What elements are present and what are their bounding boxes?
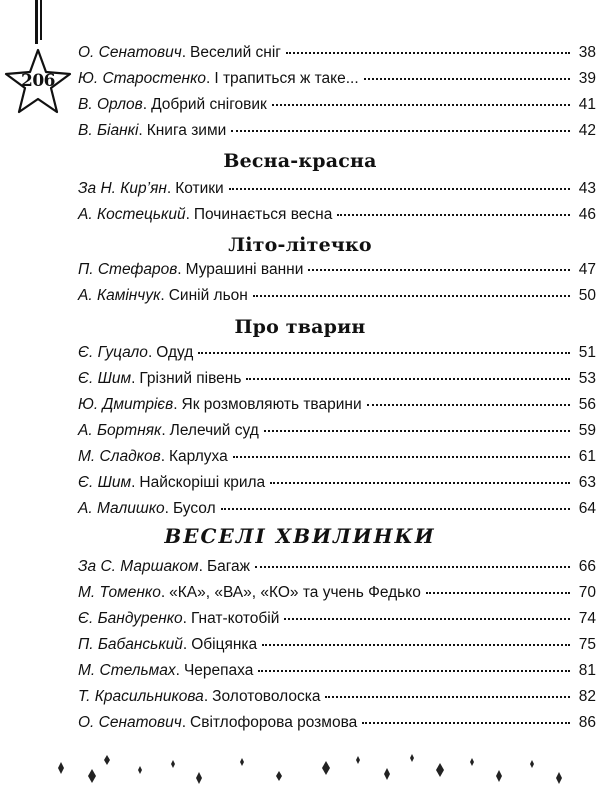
toc-entry[interactable]: Т. Красильникова . Золотоволоска 82: [78, 685, 596, 709]
entry-author: А. Камінчук: [78, 287, 161, 304]
entry-title: Світлофорова розмова: [190, 714, 358, 731]
dot-leader: [262, 644, 570, 646]
dot-leader: [337, 214, 570, 216]
entry-title: Лелечий суд: [169, 422, 259, 439]
dot-leader: [286, 52, 570, 54]
entry-author: Ю. Старостенко: [78, 70, 207, 87]
entry-author: М. Стельмах: [78, 662, 176, 679]
section-heading-fun-minutes: ВЕСЕЛІ ХВИЛИНКИ: [164, 524, 436, 548]
dot-leader: [426, 592, 570, 594]
sparkle-icon: [436, 763, 444, 777]
toc-entry[interactable]: А. Костецький . Починається весна 46: [78, 203, 596, 227]
entry-page: 59: [578, 422, 596, 439]
toc-entry[interactable]: П. Бабанський . Обіцянка 75: [78, 633, 596, 657]
entry-page: 63: [578, 474, 596, 491]
dot-leader: [367, 404, 570, 406]
sparkle-icon: [88, 769, 96, 783]
dot-leader: [272, 104, 570, 106]
entry-page: 81: [578, 662, 596, 679]
toc-entry[interactable]: За С. Маршаком . Багаж 66: [78, 555, 596, 579]
dot-leader: [221, 508, 570, 510]
entry-author: В. Біанкі: [78, 122, 139, 139]
entry-title: Карлуха: [169, 448, 228, 465]
ornament-string: [35, 0, 38, 44]
entry-title: Черепаха: [183, 662, 254, 679]
dot-leader: [233, 456, 570, 458]
dot-leader: [198, 352, 570, 354]
entry-page: 47: [578, 261, 596, 278]
section-heading-summer: Літо-літечко: [228, 234, 372, 256]
ornament-string: [40, 0, 42, 40]
sparkle-icon: [384, 768, 390, 780]
entry-title: Котики: [175, 180, 224, 197]
dot-leader: [284, 618, 570, 620]
entry-page: 56: [578, 396, 596, 413]
entry-author: П. Стефаров: [78, 261, 178, 278]
toc-entry[interactable]: За Н. Кир’ян . Котики 43: [78, 177, 596, 201]
sparkle-icon: [196, 772, 202, 784]
entry-page: 42: [578, 122, 596, 139]
entry-author: Є. Бандуренко: [78, 610, 183, 627]
dot-leader: [364, 78, 570, 80]
toc-entry[interactable]: Ю. Старостенко . І трапиться ж таке... 39: [78, 67, 596, 91]
entry-page: 74: [578, 610, 596, 627]
toc-entry[interactable]: Є. Шим . Грізний півень 53: [78, 367, 596, 391]
entry-page: 41: [578, 96, 596, 113]
toc-entry[interactable]: М. Стельмах . Черепаха 81: [78, 659, 596, 683]
toc-entry[interactable]: О. Сенатович . Світлофорова розмова 86: [78, 711, 596, 735]
sparkle-icon: [240, 758, 244, 766]
entry-title: Бусол: [172, 500, 216, 517]
entry-author: А. Костецький: [78, 206, 186, 223]
toc-entry[interactable]: А. Малишко . Бусол 64: [78, 497, 596, 521]
entry-page: 46: [578, 206, 596, 223]
dot-leader: [231, 130, 570, 132]
entry-author: О. Сенатович: [78, 44, 182, 61]
entry-title: Як розмовляють тварини: [181, 396, 362, 413]
entry-author: В. Орлов: [78, 96, 143, 113]
toc-entry[interactable]: Є. Гуцало . Одуд 51: [78, 341, 596, 365]
page-number-star: [4, 48, 72, 116]
entry-page: 82: [578, 688, 596, 705]
dot-leader: [253, 295, 570, 297]
sparkle-icon: [556, 772, 562, 784]
section-heading-animals: Про тварин: [234, 316, 366, 338]
entry-author: А. Бортняк: [78, 422, 162, 439]
sparkle-icon: [470, 758, 474, 766]
sparkle-icon: [138, 766, 142, 774]
toc-entry[interactable]: Ю. Дмитрієв . Як розмовляють тварини 56: [78, 393, 596, 417]
entry-title: Багаж: [206, 558, 251, 575]
entry-author: Є. Шим: [78, 370, 132, 387]
entry-title: Веселий сніг: [190, 44, 281, 61]
entry-title: Найскоріші крила: [139, 474, 266, 491]
dot-leader: [258, 670, 570, 672]
entry-author: П. Бабанський: [78, 636, 183, 653]
toc-entry[interactable]: Є. Шим . Найскоріші крила 63: [78, 471, 596, 495]
sparkle-icon: [356, 756, 360, 764]
sparkle-icon: [276, 771, 282, 781]
dot-leader: [270, 482, 570, 484]
entry-title: Грізний півень: [139, 370, 242, 387]
sparkle-icon: [322, 761, 330, 775]
toc-entry[interactable]: М. Сладков . Карлуха 61: [78, 445, 596, 469]
entry-page: 39: [578, 70, 596, 87]
entry-page: 38: [578, 44, 596, 61]
entry-page: 53: [578, 370, 596, 387]
entry-title: «КА», «ВА», «КО» та учень Федько: [169, 584, 421, 601]
dot-leader: [362, 722, 570, 724]
toc-entry[interactable]: А. Бортняк . Лелечий суд 59: [78, 419, 596, 443]
sparkle-icon: [104, 755, 110, 765]
entry-page: 43: [578, 180, 596, 197]
dot-leader: [264, 430, 570, 432]
page-number: 206: [21, 71, 55, 91]
toc-entry[interactable]: М. Томенко . «КА», «ВА», «КО» та учень Федько 70: [78, 581, 596, 605]
entry-title: Золотоволоска: [212, 688, 321, 705]
entry-page: 51: [578, 344, 596, 361]
entry-author: Ю. Дмитрієв: [78, 396, 174, 413]
entry-author: Є. Шим: [78, 474, 132, 491]
toc-entry[interactable]: О. Сенатович . Веселий сніг 38: [78, 41, 596, 65]
entry-title: Книга зими: [146, 122, 227, 139]
entry-title: Обіцянка: [191, 636, 258, 653]
toc-entry[interactable]: В. Орлов . Добрий сніговик 41: [78, 93, 596, 117]
entry-page: 61: [578, 448, 596, 465]
entry-title: Добрий сніговик: [151, 96, 267, 113]
entry-author: А. Малишко: [78, 500, 165, 517]
entry-page: 64: [578, 500, 596, 517]
sparkle-icon: [530, 760, 534, 768]
sparkle-icon: [171, 760, 175, 768]
entry-title: І трапиться ж таке...: [214, 70, 359, 87]
entry-title: Починається весна: [193, 206, 333, 223]
dot-leader: [325, 696, 570, 698]
dot-leader: [246, 378, 570, 380]
toc-entry[interactable]: В. Біанкі . Книга зими 42: [78, 119, 596, 143]
entry-author: Є. Гуцало: [78, 344, 148, 361]
entry-author: М. Томенко: [78, 584, 161, 601]
entry-author: Т. Красильникова: [78, 688, 204, 705]
entry-author: За Н. Кир’ян: [78, 180, 167, 197]
entry-title: Синій льон: [168, 287, 248, 304]
sparkle-icon: [410, 754, 414, 762]
entry-page: 75: [578, 636, 596, 653]
dot-leader: [308, 269, 570, 271]
entry-page: 86: [578, 714, 596, 731]
entry-author: О. Сенатович: [78, 714, 182, 731]
toc-entry[interactable]: А. Камінчук . Синій льон 50: [78, 284, 596, 308]
sparkle-decoration: [0, 748, 600, 797]
dot-leader: [255, 566, 570, 568]
entry-page: 70: [578, 584, 596, 601]
entry-page: 50: [578, 287, 596, 304]
entry-title: Одуд: [156, 344, 194, 361]
toc-entry[interactable]: П. Стефаров . Мурашині ванни 47: [78, 258, 596, 282]
sparkle-icon: [58, 762, 64, 774]
entry-title: Мурашині ванни: [185, 261, 304, 278]
section-heading-spring: Весна-красна: [223, 150, 377, 172]
entry-title: Гнат-котобій: [190, 610, 280, 627]
entry-author: М. Сладков: [78, 448, 161, 465]
entry-author: За С. Маршаком: [78, 558, 199, 575]
sparkle-icon: [496, 770, 502, 782]
entry-page: 66: [578, 558, 596, 575]
toc-entry[interactable]: Є. Бандуренко . Гнат-котобій 74: [78, 607, 596, 631]
dot-leader: [229, 188, 570, 190]
